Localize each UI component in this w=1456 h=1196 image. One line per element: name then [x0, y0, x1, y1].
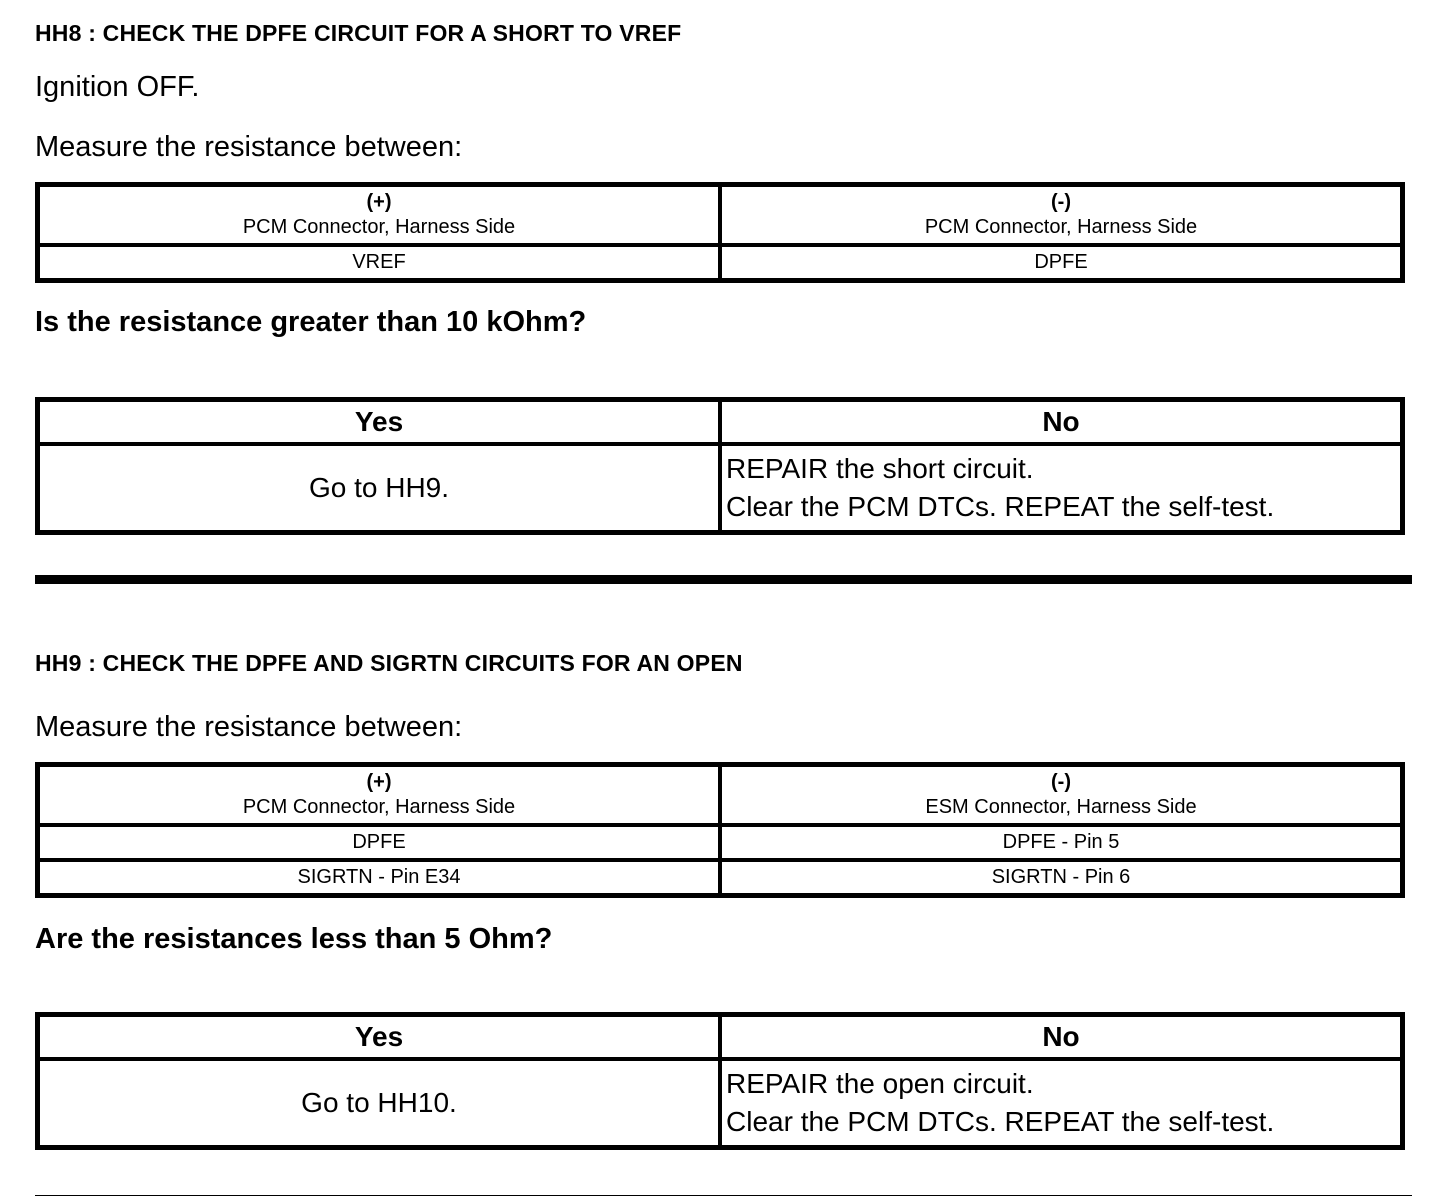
yes-result-cell: Go to HH9. — [38, 444, 721, 533]
polarity-sign-positive: (+) — [366, 191, 392, 213]
connector-label: PCM Connector, Harness Side — [242, 796, 516, 818]
yes-header: Yes — [38, 1015, 721, 1060]
table-row — [38, 400, 1403, 445]
connector-label: PCM Connector, Harness Side — [242, 216, 516, 238]
table-row — [38, 1059, 1403, 1148]
section-divider — [35, 575, 1412, 584]
no-result-cell — [720, 444, 1403, 533]
no-result-cell — [720, 1059, 1403, 1148]
table-row — [38, 765, 1403, 826]
no-result-line: REPAIR the open circuit. — [726, 1068, 1034, 1099]
polarity-sign-negative: (-) — [1051, 191, 1071, 213]
table-row — [38, 1015, 1403, 1060]
measurement-table — [35, 182, 1405, 283]
section-title: HH8 : CHECK THE DPFE CIRCUIT FOR A SHORT TO VREF — [35, 20, 682, 46]
question-text: Are the resistances less than 5 Ohm? — [35, 923, 553, 955]
table-row — [38, 185, 1403, 246]
no-result-line: Clear the PCM DTCs. REPEAT the self-test. — [726, 1106, 1275, 1137]
measurement-table — [35, 762, 1405, 898]
connector-label: ESM Connector, Harness Side — [925, 796, 1197, 818]
measurement-cell: SIGRTN - Pin 6 — [720, 860, 1403, 896]
decision-table — [35, 397, 1405, 535]
section-title: HH9 : CHECK THE DPFE AND SIGRTN CIRCUITS FOR AN OPEN — [35, 650, 743, 676]
measurement-positive-header — [38, 765, 721, 826]
measurement-cell: VREF — [38, 245, 721, 281]
measurement-negative-header — [720, 765, 1403, 826]
table-row — [38, 245, 1403, 281]
no-result-line: Clear the PCM DTCs. REPEAT the self-test. — [726, 491, 1275, 522]
yes-result-cell: Go to HH10. — [38, 1059, 721, 1148]
instruction-text: Measure the resistance between: — [35, 711, 463, 743]
polarity-sign-negative: (-) — [1051, 771, 1071, 793]
no-header: No — [720, 400, 1403, 445]
pinpoint-test-section-hh8 — [35, 20, 1405, 584]
measurement-cell: DPFE - Pin 5 — [720, 825, 1403, 860]
table-row — [38, 825, 1403, 860]
yes-header: Yes — [38, 400, 721, 445]
instruction-text: Ignition OFF. — [35, 71, 200, 103]
question-text: Is the resistance greater than 10 kOhm? — [35, 306, 587, 338]
table-row — [38, 444, 1403, 533]
measurement-negative-header — [720, 185, 1403, 246]
connector-label: PCM Connector, Harness Side — [924, 216, 1198, 238]
pinpoint-test-section-hh9 — [35, 650, 1405, 1196]
measurement-cell: SIGRTN - Pin E34 — [38, 860, 721, 896]
no-result-line: REPAIR the short circuit. — [726, 453, 1034, 484]
instruction-text: Measure the resistance between: — [35, 131, 463, 163]
polarity-sign-positive: (+) — [366, 771, 392, 793]
table-row — [38, 860, 1403, 896]
measurement-positive-header — [38, 185, 721, 246]
measurement-cell: DPFE — [720, 245, 1403, 281]
decision-table — [35, 1012, 1405, 1150]
no-header: No — [720, 1015, 1403, 1060]
measurement-cell: DPFE — [38, 825, 721, 860]
